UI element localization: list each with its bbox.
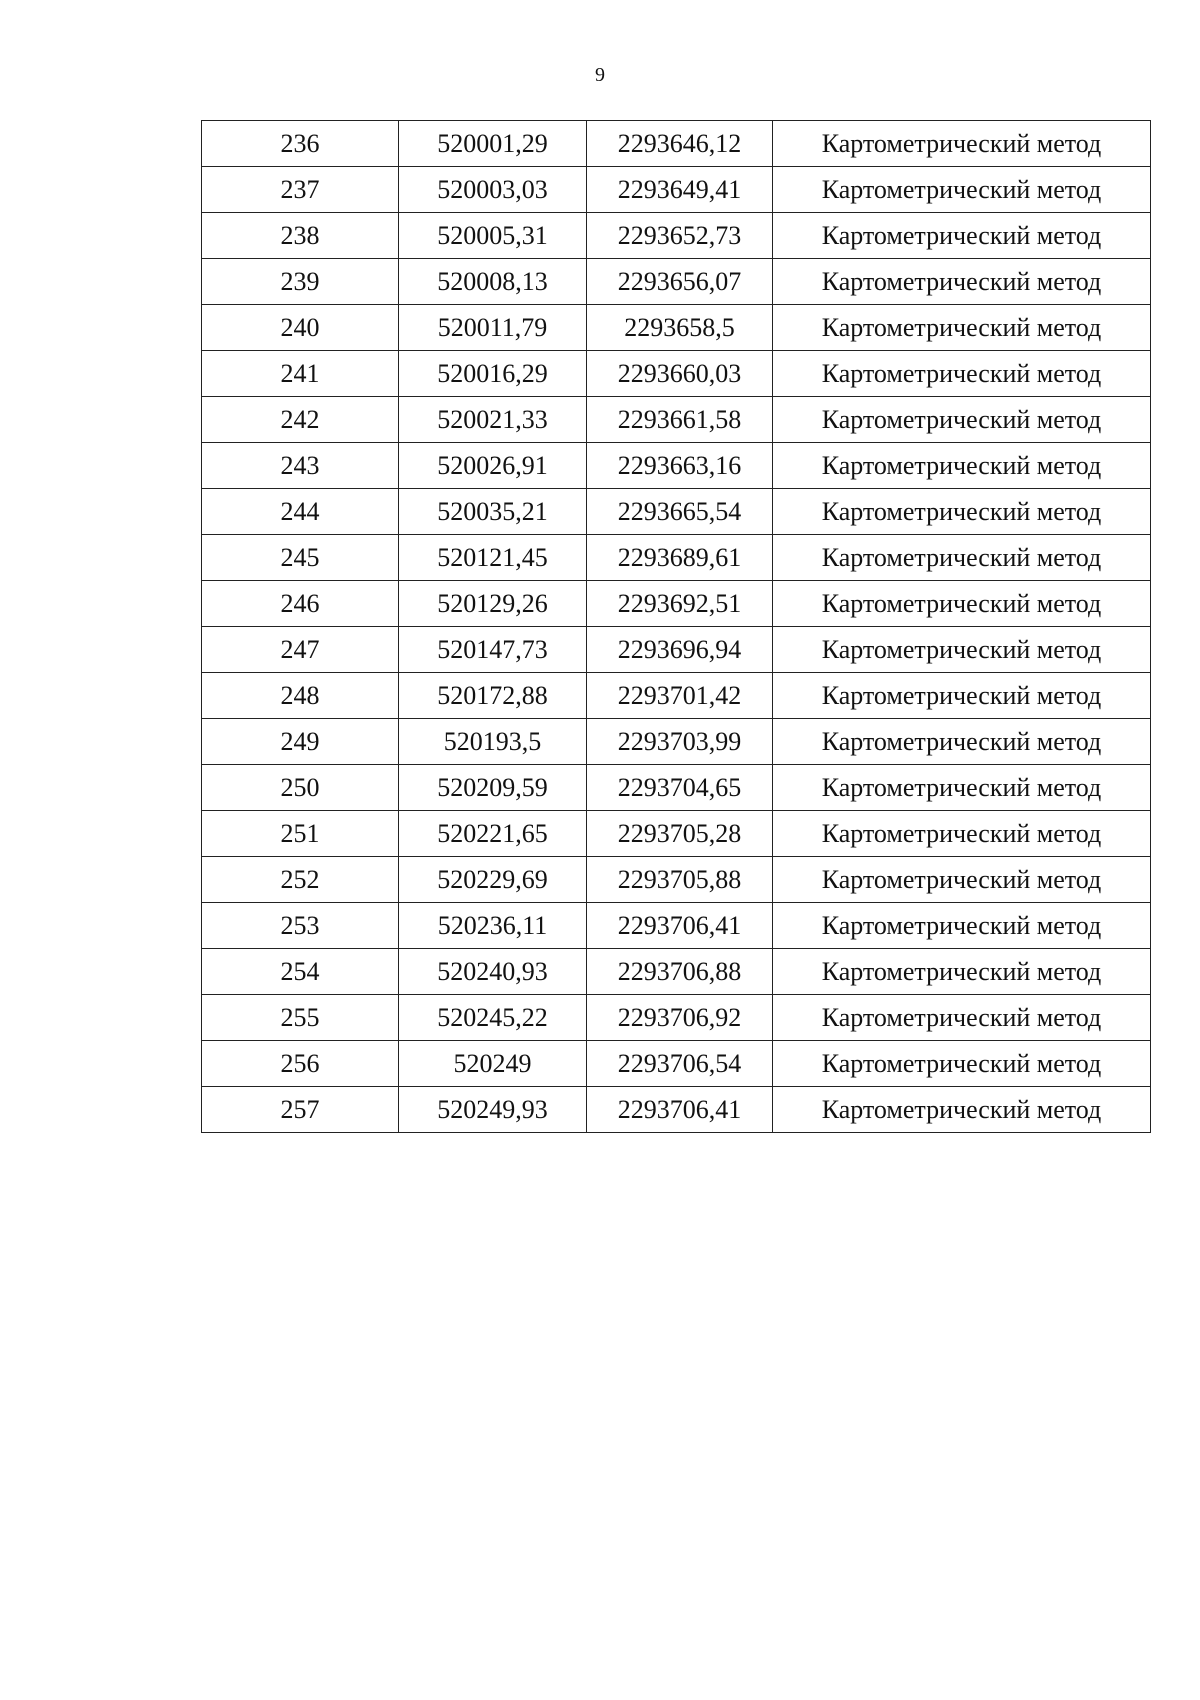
y-coordinate-cell: 2293692,51 — [587, 581, 773, 627]
table-row — [202, 673, 1151, 719]
y-coordinate-cell: 2293663,16 — [587, 443, 773, 489]
coordinates-table-body — [202, 121, 1151, 1133]
y-coordinate-cell: 2293706,88 — [587, 949, 773, 995]
page-number: 9 — [595, 64, 605, 86]
table-row — [202, 765, 1151, 811]
table-row — [202, 121, 1151, 167]
point-number-cell: 249 — [202, 719, 399, 765]
y-coordinate-cell: 2293652,73 — [587, 213, 773, 259]
y-coordinate-cell: 2293660,03 — [587, 351, 773, 397]
x-coordinate-cell: 520147,73 — [399, 627, 587, 673]
point-number-cell: 255 — [202, 995, 399, 1041]
table-row — [202, 397, 1151, 443]
x-coordinate-cell: 520026,91 — [399, 443, 587, 489]
table-row — [202, 903, 1151, 949]
x-coordinate-cell: 520193,5 — [399, 719, 587, 765]
y-coordinate-cell: 2293706,41 — [587, 903, 773, 949]
method-cell: Картометрический метод — [773, 627, 1151, 673]
x-coordinate-cell: 520221,65 — [399, 811, 587, 857]
x-coordinate-cell: 520001,29 — [399, 121, 587, 167]
table-row — [202, 489, 1151, 535]
y-coordinate-cell: 2293649,41 — [587, 167, 773, 213]
point-number-cell: 242 — [202, 397, 399, 443]
y-coordinate-cell: 2293703,99 — [587, 719, 773, 765]
method-cell: Картометрический метод — [773, 167, 1151, 213]
table-row — [202, 857, 1151, 903]
x-coordinate-cell: 520249,93 — [399, 1087, 587, 1133]
method-cell: Картометрический метод — [773, 489, 1151, 535]
point-number-cell: 236 — [202, 121, 399, 167]
method-cell: Картометрический метод — [773, 581, 1151, 627]
method-cell: Картометрический метод — [773, 443, 1151, 489]
method-cell: Картометрический метод — [773, 949, 1151, 995]
table-row — [202, 535, 1151, 581]
method-cell: Картометрический метод — [773, 121, 1151, 167]
table-row — [202, 259, 1151, 305]
x-coordinate-cell: 520209,59 — [399, 765, 587, 811]
point-number-cell: 241 — [202, 351, 399, 397]
table-row — [202, 581, 1151, 627]
table-row — [202, 213, 1151, 259]
method-cell: Картометрический метод — [773, 535, 1151, 581]
point-number-cell: 246 — [202, 581, 399, 627]
method-cell: Картометрический метод — [773, 305, 1151, 351]
point-number-cell: 238 — [202, 213, 399, 259]
table-row — [202, 627, 1151, 673]
point-number-cell: 247 — [202, 627, 399, 673]
point-number-cell: 256 — [202, 1041, 399, 1087]
y-coordinate-cell: 2293689,61 — [587, 535, 773, 581]
x-coordinate-cell: 520016,29 — [399, 351, 587, 397]
x-coordinate-cell: 520121,45 — [399, 535, 587, 581]
method-cell: Картометрический метод — [773, 811, 1151, 857]
method-cell: Картометрический метод — [773, 765, 1151, 811]
y-coordinate-cell: 2293706,41 — [587, 1087, 773, 1133]
point-number-cell: 253 — [202, 903, 399, 949]
x-coordinate-cell: 520003,03 — [399, 167, 587, 213]
point-number-cell: 240 — [202, 305, 399, 351]
point-number-cell: 252 — [202, 857, 399, 903]
table-row — [202, 443, 1151, 489]
method-cell: Картометрический метод — [773, 673, 1151, 719]
x-coordinate-cell: 520008,13 — [399, 259, 587, 305]
y-coordinate-cell: 2293696,94 — [587, 627, 773, 673]
x-coordinate-cell: 520005,31 — [399, 213, 587, 259]
x-coordinate-cell: 520035,21 — [399, 489, 587, 535]
table-row — [202, 949, 1151, 995]
y-coordinate-cell: 2293665,54 — [587, 489, 773, 535]
y-coordinate-cell: 2293706,54 — [587, 1041, 773, 1087]
point-number-cell: 251 — [202, 811, 399, 857]
table-row — [202, 1041, 1151, 1087]
y-coordinate-cell: 2293701,42 — [587, 673, 773, 719]
x-coordinate-cell: 520236,11 — [399, 903, 587, 949]
method-cell: Картометрический метод — [773, 857, 1151, 903]
method-cell: Картометрический метод — [773, 351, 1151, 397]
x-coordinate-cell: 520240,93 — [399, 949, 587, 995]
y-coordinate-cell: 2293705,28 — [587, 811, 773, 857]
table-row — [202, 351, 1151, 397]
y-coordinate-cell: 2293661,58 — [587, 397, 773, 443]
x-coordinate-cell: 520249 — [399, 1041, 587, 1087]
method-cell: Картометрический метод — [773, 1041, 1151, 1087]
method-cell: Картометрический метод — [773, 719, 1151, 765]
y-coordinate-cell: 2293704,65 — [587, 765, 773, 811]
x-coordinate-cell: 520129,26 — [399, 581, 587, 627]
point-number-cell: 244 — [202, 489, 399, 535]
x-coordinate-cell: 520021,33 — [399, 397, 587, 443]
y-coordinate-cell: 2293658,5 — [587, 305, 773, 351]
x-coordinate-cell: 520245,22 — [399, 995, 587, 1041]
y-coordinate-cell: 2293646,12 — [587, 121, 773, 167]
method-cell: Картометрический метод — [773, 903, 1151, 949]
x-coordinate-cell: 520229,69 — [399, 857, 587, 903]
method-cell: Картометрический метод — [773, 213, 1151, 259]
coordinates-table — [201, 120, 1151, 1133]
x-coordinate-cell: 520172,88 — [399, 673, 587, 719]
point-number-cell: 245 — [202, 535, 399, 581]
table-row — [202, 811, 1151, 857]
point-number-cell: 248 — [202, 673, 399, 719]
point-number-cell: 237 — [202, 167, 399, 213]
table-row — [202, 995, 1151, 1041]
method-cell: Картометрический метод — [773, 995, 1151, 1041]
y-coordinate-cell: 2293705,88 — [587, 857, 773, 903]
method-cell: Картометрический метод — [773, 1087, 1151, 1133]
y-coordinate-cell: 2293706,92 — [587, 995, 773, 1041]
point-number-cell: 250 — [202, 765, 399, 811]
method-cell: Картометрический метод — [773, 397, 1151, 443]
y-coordinate-cell: 2293656,07 — [587, 259, 773, 305]
point-number-cell: 257 — [202, 1087, 399, 1133]
point-number-cell: 239 — [202, 259, 399, 305]
table-row — [202, 719, 1151, 765]
x-coordinate-cell: 520011,79 — [399, 305, 587, 351]
point-number-cell: 243 — [202, 443, 399, 489]
method-cell: Картометрический метод — [773, 259, 1151, 305]
table-row — [202, 167, 1151, 213]
table-row — [202, 1087, 1151, 1133]
point-number-cell: 254 — [202, 949, 399, 995]
table-row — [202, 305, 1151, 351]
